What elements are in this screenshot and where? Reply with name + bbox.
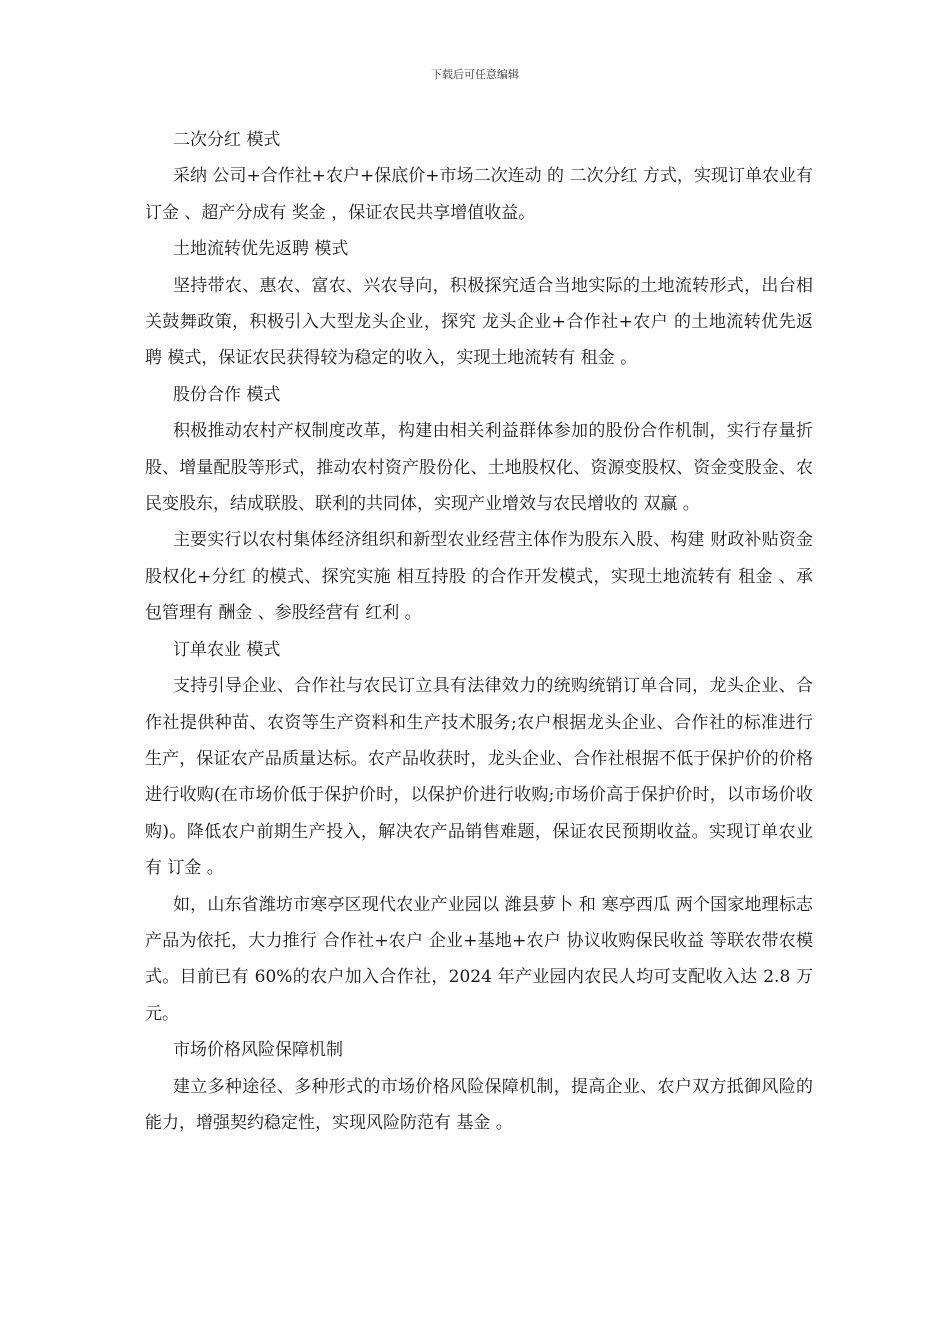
paragraph-share-cooperation-detail: 主要实行以农村集体经济组织和新型农业经营主体作为股东入股、构建 财政补贴资金股权化+分红 的模式、探究实施 相互持股 的合作开发模式，实现土地流转有 租金 、承包管理有 酬金 、参股经营有 红利 。: [145, 530, 813, 624]
paragraph-order-farming: 支持引导企业、合作社与农民订立具有法律效力的统购统销订单合同，龙头企业、合作社提供种苗、农资等生产资料和生产技术服务;农户根据龙头企业、合作社的标准进行生产，保证农产品质量达标。农产品收获时，龙头企业、合作社根据不低于保护价的价格进行收购(在市场价低于保护价时，以保护价进行收购;市场价高于保护价时，以市场价收购)。降低农户前期生产投入，解决农产品销售难题，保证农民预期收益。实现订单农业有 订金 。: [145, 676, 813, 879]
page-header-note: 下载后可任意编辑: [431, 68, 519, 81]
section-heading-order-farming: 订单农业 模式: [173, 639, 281, 660]
document-body: [145, 122, 813, 1141]
section-heading-price-risk: 市场价格风险保障机制: [173, 1040, 343, 1061]
paragraph-price-risk: 建立多种途径、多种形式的市场价格风险保障机制，提高企业、农户双方抵御风险的能力，增强契约稳定性，实现风险防范有 基金 。: [145, 1076, 813, 1133]
paragraph-dividend: 采纳 公司+合作社+农户+保底价+市场二次连动 的 二次分红 方式，实现订单农业有 订金 、超产分成有 奖金 ，保证农民共享增值收益。: [145, 166, 813, 223]
section-heading-dividend: 二次分红 模式: [173, 130, 281, 150]
section-heading-share-cooperation: 股份合作 模式: [173, 384, 281, 405]
paragraph-share-cooperation: 积极推动农村产权制度改革，构建由相关利益群体参加的股份合作机制，实行存量折股、增量配股等形式，推动农村资产股份化、土地股权化、资源变股权、资金变股金、农民变股东，结成联股、联利的共同体，实现产业增效与农民增收的 双赢 。: [145, 421, 813, 515]
paragraph-order-farming-example: 如，山东省潍坊市寒亭区现代农业产业园以 潍县萝卜 和 寒亭西瓜 两个国家地理标志产品为依托，大力推行 合作社+农户 企业+基地+农户 协议收购保民收益 等联农带农模式。目前已有 60%的农户加入合作社，2024 年产业园内农民人均可支配收入达 2.8 万元。: [145, 894, 813, 1024]
paragraph-land-transfer: 坚持带农、惠农、富农、兴农导向，积极探究适合当地实际的土地流转形式，出台相关鼓舞政策，积极引入大型龙头企业，探究 龙头企业+合作社+农户 的土地流转优先返聘 模式，保证农民获得较为稳定的收入，实现土地流转有 租金 。: [145, 275, 813, 369]
section-heading-land-transfer: 土地流转优先返聘 模式: [173, 239, 349, 260]
